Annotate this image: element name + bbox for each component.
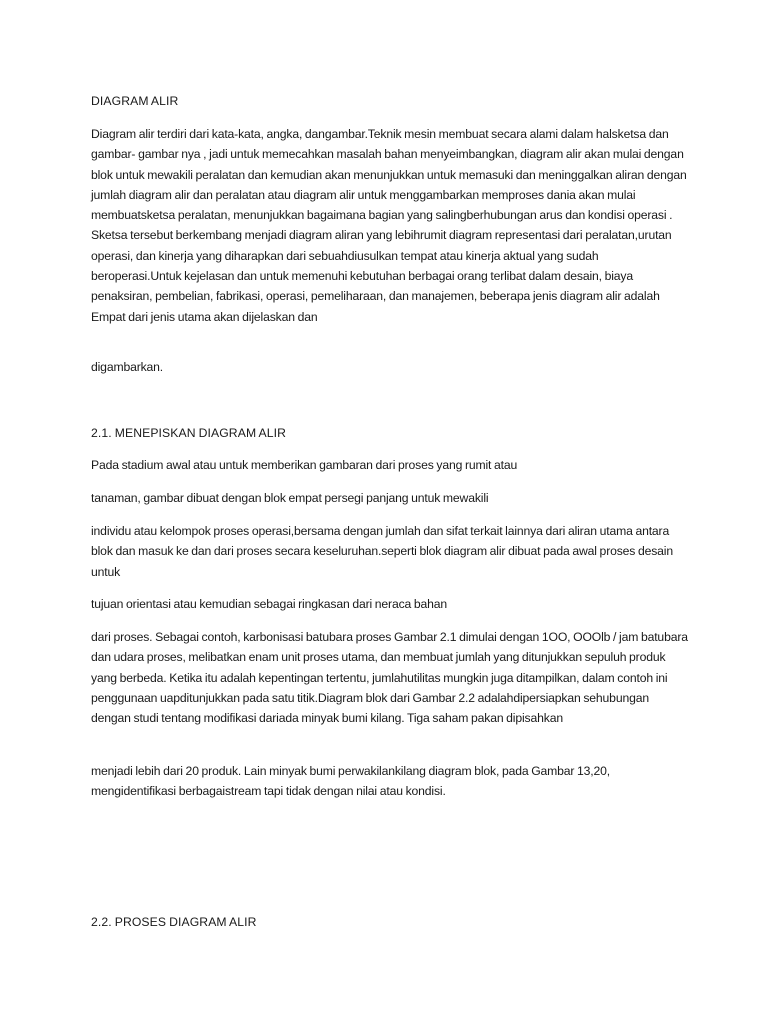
paragraph-intro: Diagram alir terdiri dari kata-kata, angka, dangambar.Teknik mesin membuat secara alami dalam halsketsa dan gambar- gambar nya , jadi untuk memecahkan masalah bahan menyeimbangkan, diagram alir akan mulai dengan blok untuk mewakili peralatan dan kemudian akan menunjukkan untuk memasuki dan meninggalkan aliran dengan jumlah diagram alir dan peralatan atau diagram alir untuk menggambarkan memproses dania akan mulai membuatsketsa peralatan, menunjukkan bagaimana bagian yang salingberhubungan arus dan kondisi operasi . Sketsa tersebut berkembang menjadi diagram aliran yang lebihrumit diagram representasi dari peralatan,urutan operasi, dan kinerja yang diharapkan dari sebuahdiusulkan tempat atau kinerja aktual yang sudah beroperasi.Untuk kejelasan dan untuk memenuhi kebutuhan berbagai orang terlibat dalam desain, biaya penaksiran, pembelian, fabrikasi, operasi, pemeliharaan, dan manajemen, beberapa jenis diagram alir adalah Empat dari jenis utama akan dijelaskan dan [91,127,687,324]
paragraph-digambarkan: digambarkan. [91,360,164,374]
paragraph-dari-proses: dari proses. Sebagai contoh, karbonisasi batubara proses Gambar 2.1 dimulai dengan 1OO, OOOlb / jam batubara dan udara proses, melibatkan enam unit proses utama, dan membuat jumlah yang ditunjukkan sepuluh produk yang berbeda. Ketika itu adalah kepentingan tertentu, jumlahutilitas mungkin juga ditampilkan, dalam contoh ini penggunaan uapditunjukkan pada satu titik.Diagram blok dari Gambar 2.2 adalahdipersiapkan sehubungan dengan studi tentang modifikasi dariada minyak bumi kilang. Tiga saham pakan dipisahkan [91,630,688,726]
paragraph-menjadi-lebih: menjadi lebih dari 20 produk. Lain minyak bumi perwakilankilang diagram blok, pada Gambar 13,20, mengidentifikasi berbagaistream tapi tidak dengan nilai atau kondisi. [91,764,611,799]
paragraph-individu: individu atau kelompok proses operasi,bersama dengan jumlah dan sifat terkait lainnya dari aliran utama antara blok dan masuk ke dan dari proses secara keseluruhan.seperti blok diagram alir dibuat pada awal proses desain untuk [91,524,673,579]
paragraph-stadium-awal: Pada stadium awal atau untuk memberikan gambaran dari proses yang rumit atau [91,458,518,472]
heading-menepiskan-diagram-alir: 2.1. MENEPISKAN DIAGRAM ALIR [91,426,287,440]
heading-diagram-alir: DIAGRAM ALIR [91,94,179,108]
paragraph-tanaman: tanaman, gambar dibuat dengan blok empat persegi panjang untuk mewakili [91,491,489,505]
paragraph-tujuan-orientasi: tujuan orientasi atau kemudian sebagai ringkasan dari neraca bahan [91,597,448,611]
heading-proses-diagram-alir: 2.2. PROSES DIAGRAM ALIR [91,915,257,929]
